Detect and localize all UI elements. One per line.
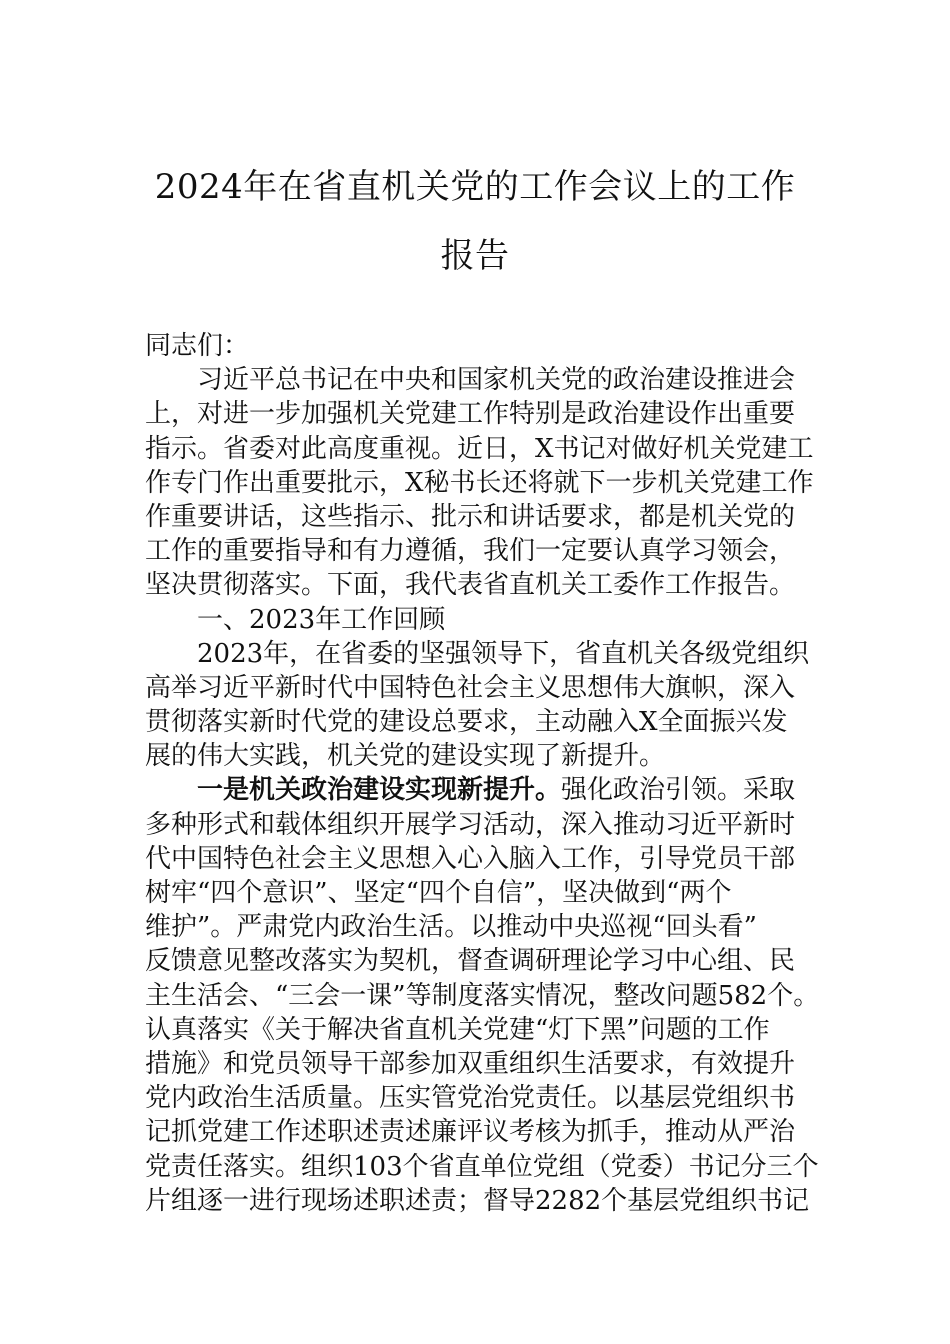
document-body xyxy=(145,329,825,1218)
body-line: 措施》和党员领导干部参加双重组织生活要求，有效提升 xyxy=(145,1048,796,1079)
body-line: 党责任落实。组织103个省直单位党组（党委）书记分三个 xyxy=(145,1151,819,1182)
body-line: 习近平总书记在中央和国家机关党的政治建设推进会 xyxy=(197,365,796,396)
body-line: 认真落实《关于解决省直机关党建“灯下黑”问题的工作 xyxy=(145,1014,770,1045)
body-line: 代中国特色社会主义思想入心入脑入工作，引导党员干部 xyxy=(145,843,796,874)
body-line: 党内政治生活质量。压实管党治党责任。以基层党组织书 xyxy=(145,1083,796,1114)
body-line: 展的伟大实践，机关党的建设实现了新提升。 xyxy=(145,741,666,772)
title-line-1: 2024年在省直机关党的工作会议上的工作 xyxy=(154,167,796,207)
body-line: 工作的重要指导和有力遵循，我们一定要认真学习领会， xyxy=(145,536,796,567)
bold-lead: 一是机关政治建设实现新提升。 xyxy=(197,775,562,806)
body-line: 片组逐一进行现场述职述责；督导2282个基层党组织书记 xyxy=(145,1185,810,1216)
salutation: 同志们： xyxy=(145,331,250,361)
body-line: 贯彻落实新时代党的建设总要求，主动融入X全面振兴发 xyxy=(145,707,788,738)
bold-line-rest: 强化政治引领。采取 xyxy=(561,775,796,806)
body-line: 记抓党建工作述职述责述廉评议考核为抓手，推动从严治 xyxy=(145,1117,796,1148)
body-line: 维护”。严肃党内政治生活。以推动中央巡视“回头看” xyxy=(145,912,757,943)
section-heading: 一、2023年工作回顾 xyxy=(197,604,446,635)
body-line: 坚决贯彻落实。下面，我代表省直机关工委作工作报告。 xyxy=(145,570,796,601)
body-line: 上，对进一步加强机关党建工作特别是政治建设作出重要 xyxy=(145,399,796,430)
body-line: 作专门作出重要批示，X秘书长还将就下一步机关党建工作 xyxy=(145,467,814,498)
body-line: 树牢“四个意识”、坚定“四个自信”，坚决做到“两个 xyxy=(145,878,732,908)
body-line: 反馈意见整改落实为契机，督查调研理论学习中心组、民 xyxy=(145,946,796,977)
body-line: 指示。省委对此高度重视。近日，X书记对做好机关党建工 xyxy=(145,433,814,464)
body-line: 作重要讲话，这些指示、批示和讲话要求，都是机关党的 xyxy=(145,501,796,532)
body-line: 高举习近平新时代中国特色社会主义思想伟大旗帜，深入 xyxy=(145,672,796,703)
title-line-2: 报告 xyxy=(440,236,510,276)
body-line: 多种形式和载体组织开展学习活动，深入推动习近平新时 xyxy=(145,809,796,840)
body-line: 主生活会、“三会一课”等制度落实情况，整改问题582个。 xyxy=(145,980,820,1011)
body-line xyxy=(145,773,825,807)
body-line: 2023年，在省委的坚强领导下，省直机关各级党组织 xyxy=(197,638,810,669)
